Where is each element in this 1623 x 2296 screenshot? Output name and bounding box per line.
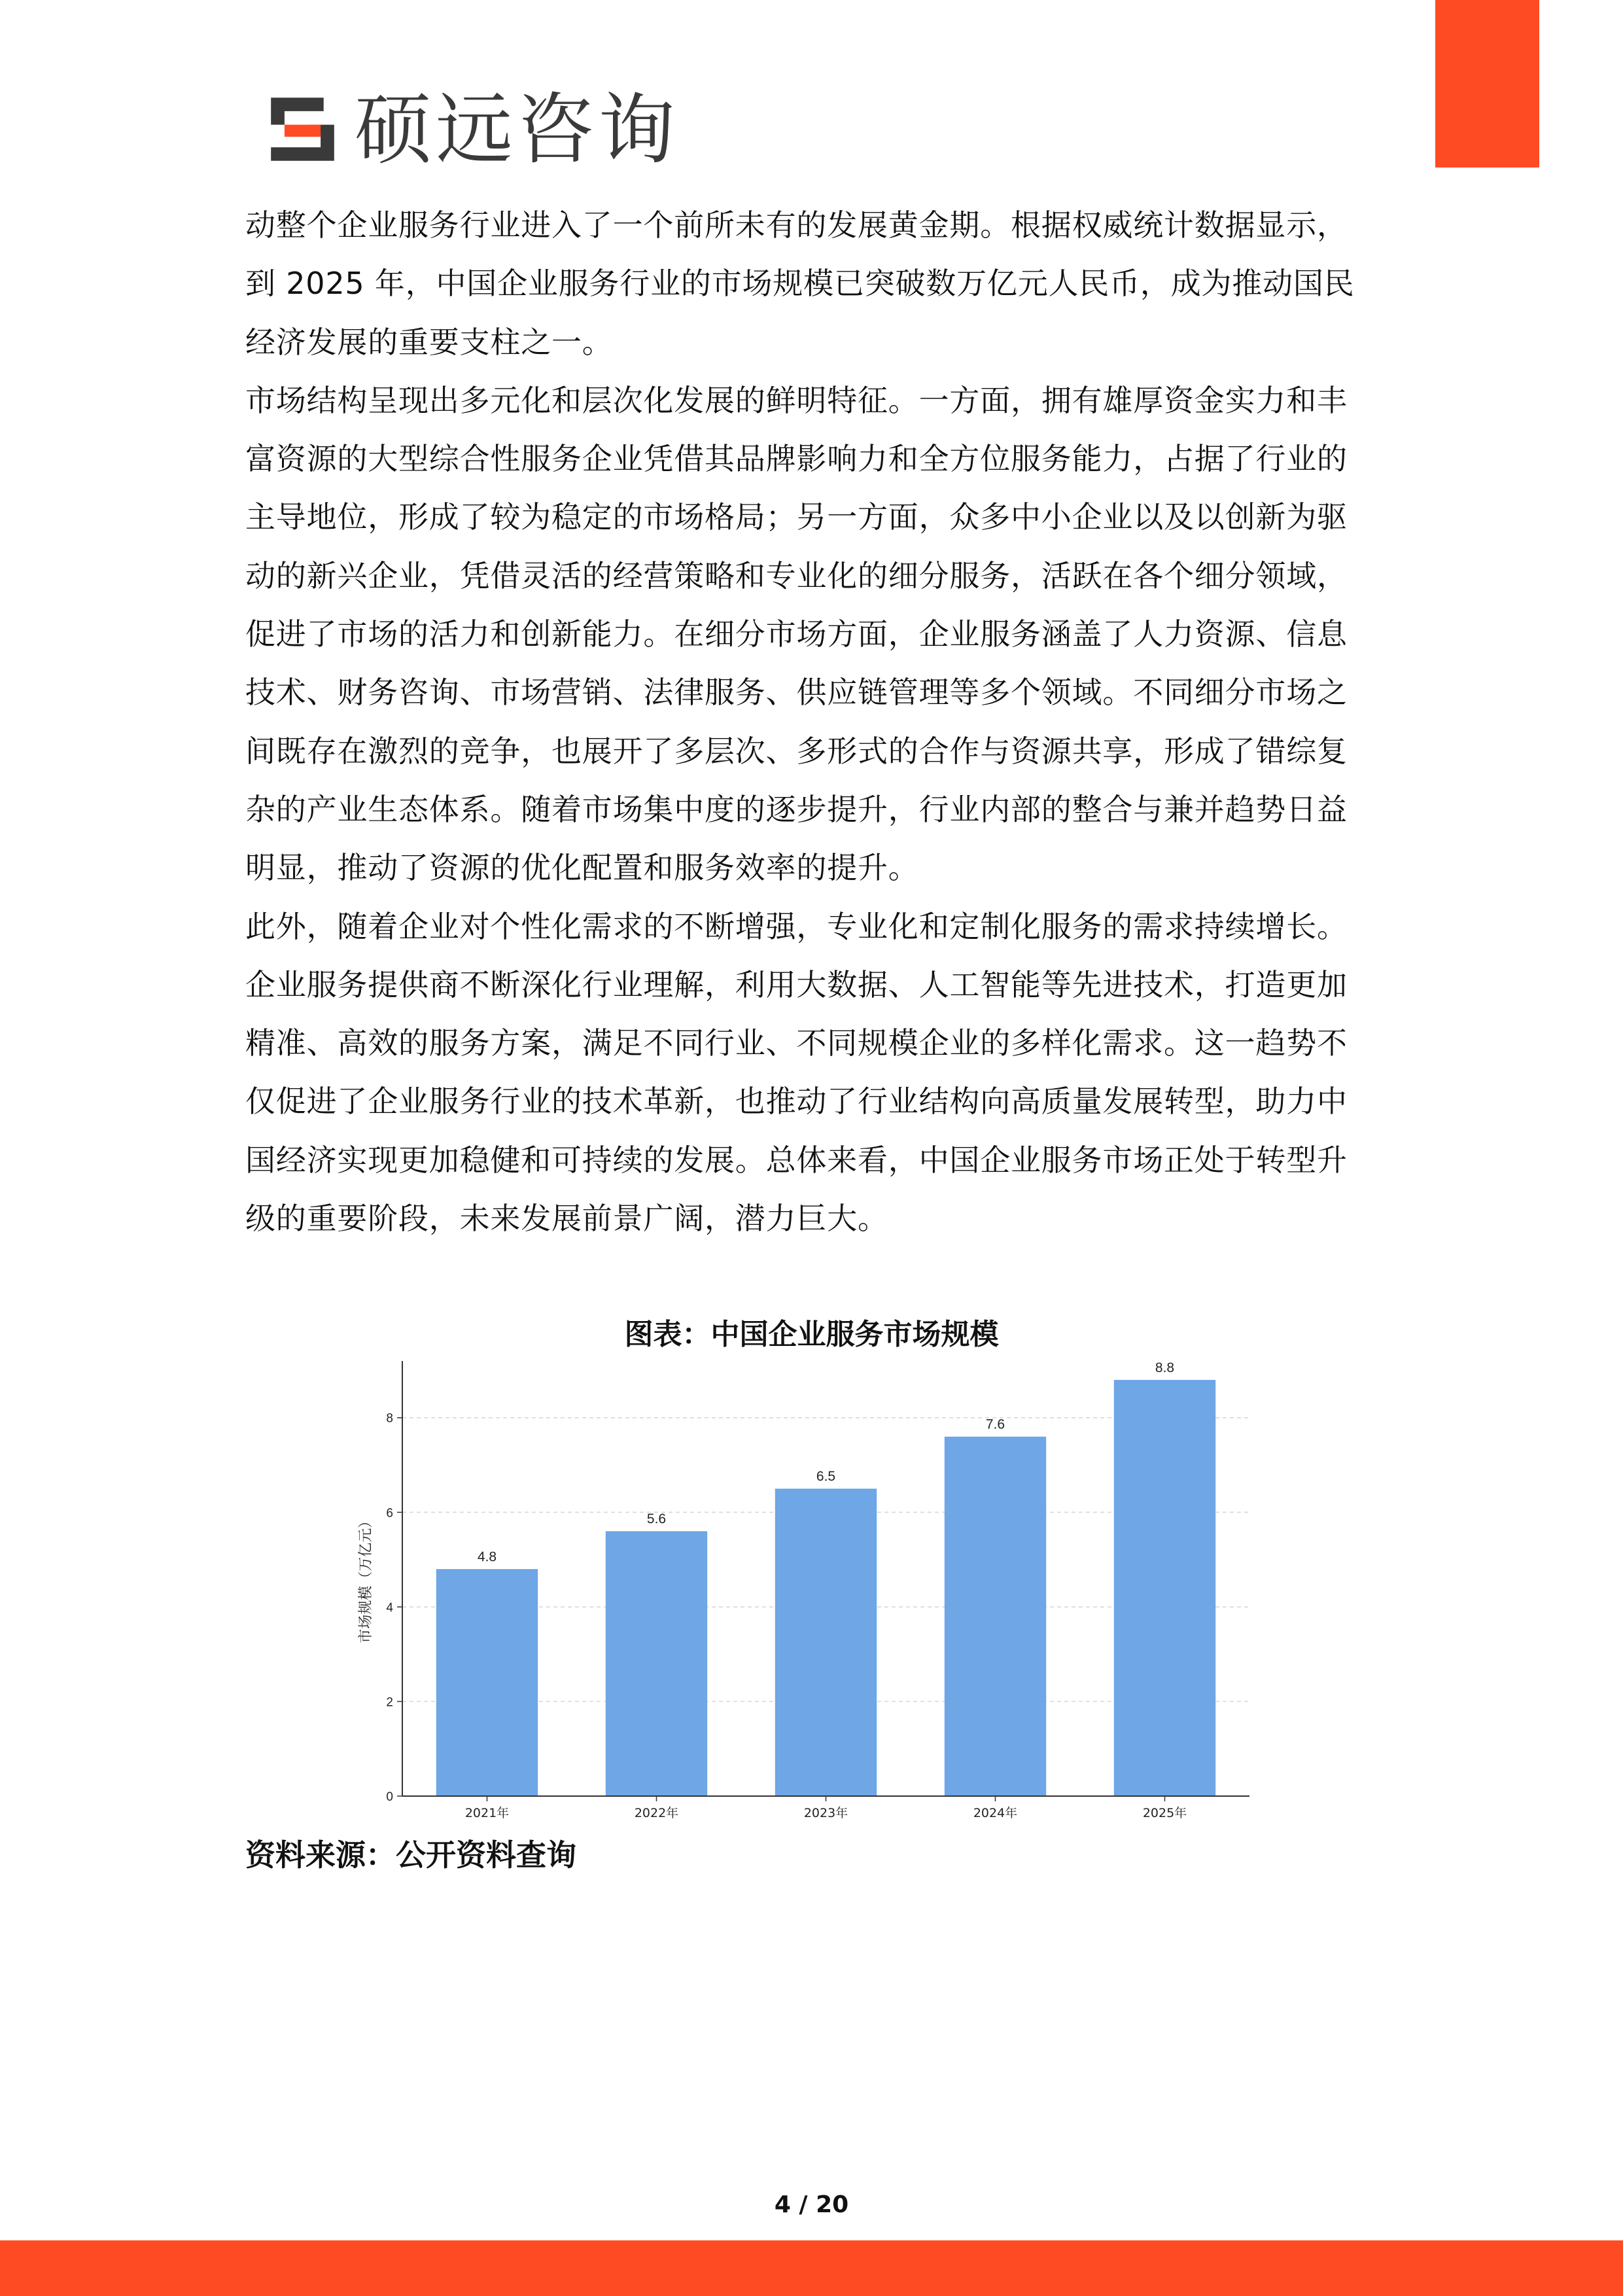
bar-value-label: 4.8: [477, 1549, 497, 1565]
bar: [436, 1569, 538, 1796]
corner-accent-tab: [1435, 0, 1539, 168]
bar: [606, 1531, 707, 1796]
x-tick-label: 2023年: [803, 1806, 848, 1820]
chart-title: 图表：中国企业服务市场规模: [624, 1318, 999, 1351]
bar-value-label: 8.8: [1155, 1360, 1175, 1375]
market-size-chart: [353, 1354, 1269, 1832]
x-tick-label: 2022年: [634, 1806, 679, 1820]
page-number: 4 / 20: [774, 2191, 849, 2218]
bar-value-label: 7.6: [985, 1417, 1005, 1432]
footer-accent-bar: [0, 2240, 1623, 2296]
y-tick-label: 4: [386, 1600, 393, 1615]
brand-name: 硕远咨询: [355, 84, 680, 175]
brand-s-mark-icon: [265, 92, 340, 167]
bar: [775, 1489, 877, 1796]
paragraph: 市场结构呈现出多元化和层次化发展的鲜明特征。一方面，拥有雄厚资金实力和丰富资源的大型综合性服务企业凭借其品牌影响力和全方位服务能力，占据了行业的主导地位，形成了较为稳定的市场格局；另一方面，众多中小企业以及以创新为驱动的新兴企业，凭借灵活的经营策略和专业化的细分服务，活跃在各个细分领域，促进了市场的活力和创新能力。在细分市场方面，企业服务涵盖了人力资源、信息技术、财务咨询、市场营销、法律服务、供应链管理等多个领域。不同细分市场之间既存在激烈的竞争，也展开了多层次、多形式的合作与资源共享，形成了错综复杂的产业生态体系。随着市场集中度的逐步提升，行业内部的整合与兼并趋势日益明显，推动了资源的优化配置和服务效率的提升。: [245, 382, 1348, 886]
x-tick-label: 2021年: [464, 1806, 510, 1820]
bar: [945, 1437, 1046, 1796]
y-tick-label: 6: [386, 1506, 393, 1521]
brand-logo: [265, 84, 680, 175]
y-axis-label: 市场规模（万亿元）: [358, 1513, 374, 1644]
article-body: [245, 196, 1377, 1248]
paragraph: 此外，随着企业对个性化需求的不断增强，专业化和定制化服务的需求持续增长。企业服务提供商不断深化行业理解，利用大数据、人工智能等先进技术，打造更加精准、高效的服务方案，满足不同行业、不同规模企业的多样化需求。这一趋势不仅促进了企业服务行业的技术革新，也推动了行业结构向高质量发展转型，助力中国经济实现更加稳健和可持续的发展。总体来看，中国企业服务市场正处于转型升级的重要阶段，未来发展前景广阔，潜力巨大。: [245, 908, 1348, 1237]
source-note: 资料来源：公开资料查询: [245, 1837, 576, 1873]
bar: [1114, 1380, 1215, 1796]
x-tick-label: 2024年: [973, 1806, 1018, 1820]
bar-chart-svg: [353, 1354, 1269, 1832]
y-tick-label: 0: [386, 1790, 393, 1804]
y-tick-label: 8: [386, 1411, 393, 1426]
y-tick-label: 2: [386, 1695, 393, 1710]
x-tick-label: 2025年: [1142, 1806, 1187, 1820]
bar-value-label: 5.6: [646, 1511, 667, 1527]
paragraph: 动整个企业服务行业进入了一个前所未有的发展黄金期。根据权威统计数据显示，到 2025 年，中国企业服务行业的市场规模已突破数万亿元人民币，成为推动国民经济发展的重要支柱之一。: [245, 207, 1355, 360]
bar-value-label: 6.5: [816, 1469, 836, 1485]
